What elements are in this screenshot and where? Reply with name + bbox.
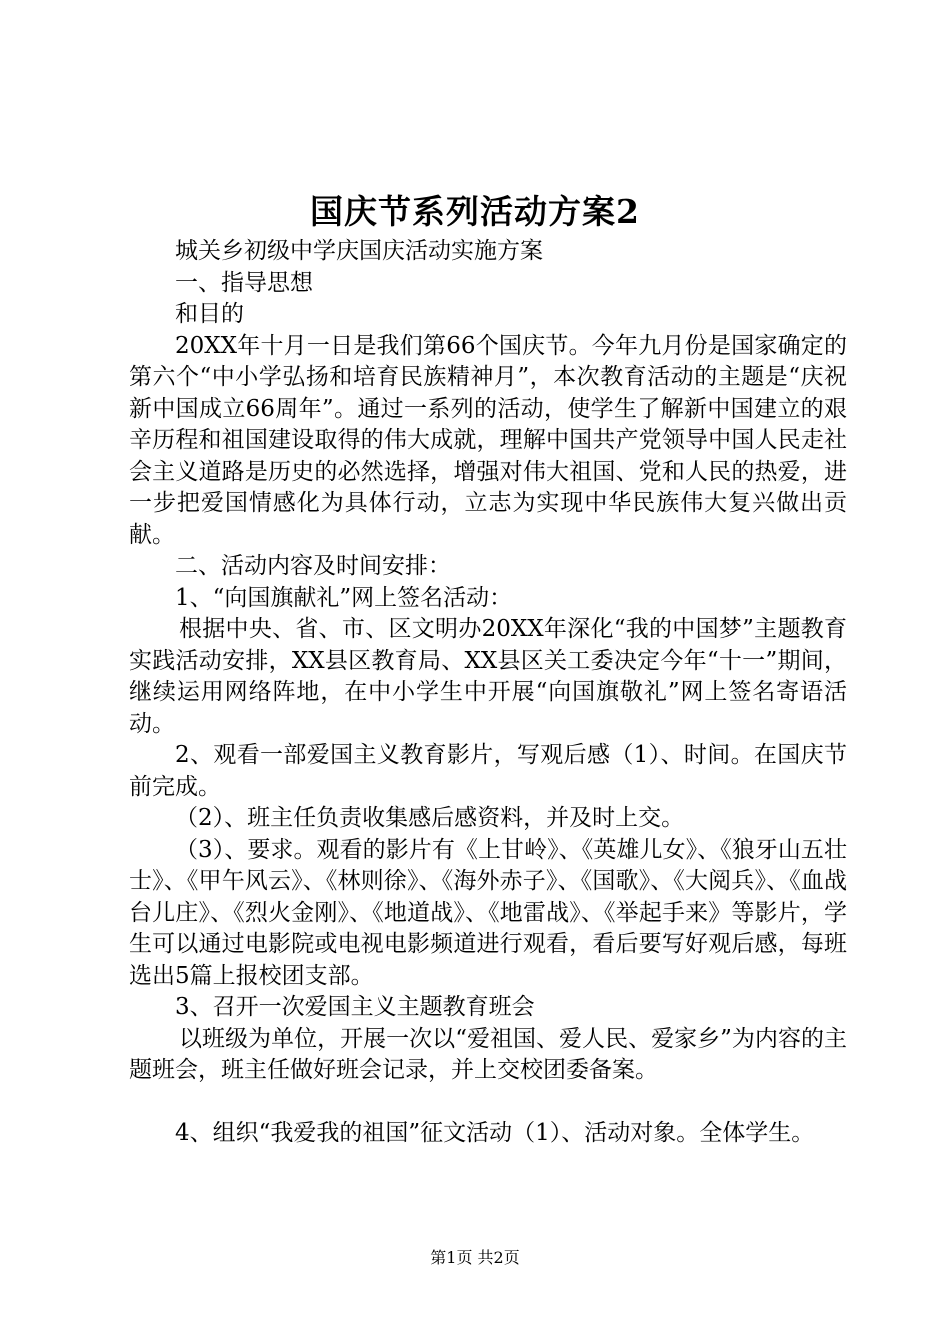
paragraph-item-1: 1、“向国旗献礼”网上签名活动： bbox=[175, 584, 513, 611]
paragraph-school-plan: 城关乡初级中学庆国庆活动实施方案 bbox=[175, 238, 543, 264]
paragraph-item-1-detail: 根据中央、省、市、区文明办20XX年深化“我的中国梦”主题教育实践活动安排，XX县区教育局、XX县区关工委决定今年“十一”期间，继续运用网络阵地，在中小学生中开展“向国旗敬礼”网上签名寄语活动。 bbox=[129, 616, 847, 737]
paragraph-item-4: 4、组织“我爱我的祖国”征文活动（1）、活动对象。全体学生。 bbox=[175, 1120, 815, 1146]
blank-line bbox=[129, 1087, 847, 1119]
paragraph-item-3-detail: 以班级为单位，开展一次以“爱祖国、爱人民、爱家乡”为内容的主题班会，班主任做好班会记录，并上交校团委备案。 bbox=[129, 1025, 847, 1083]
paragraph-heading-purpose: 和目的 bbox=[175, 301, 244, 327]
paragraph-intro: 20XX年十月一日是我们第66个国庆节。今年九月份是国家确定的第六个“中小学弘扬和培育民族精神月”，本次教育活动的主题是“庆祝新中国成立66周年”。通过一系列的活动，使学生了解新中国建立的艰辛历程和祖国建设取得的伟大成就，理解中国共产党领导中国人民走社会主义道路是历史的必然选择，增强对伟大祖国、党和人民的热爱，进一步把爱国情感化为具体行动，立志为实现中华民族伟大复兴做出贡献。 bbox=[129, 332, 847, 548]
paragraph-item-2: 2、观看一部爱国主义教育影片，写观后感（1）、时间。在国庆节前完成。 bbox=[129, 742, 847, 800]
paragraph-heading-guiding: 一、指导思想 bbox=[175, 269, 313, 296]
document-title: 国庆节系列活动方案2 bbox=[310, 192, 640, 231]
paragraph-item-2-sub-3: （3）、要求。观看的影片有《上甘岭》、《英雄儿女》、《狼牙山五壮士》、《甲午风云》、《林则徐》、《海外赤子》、《国歌》、《大阅兵》、《血战台儿庄》、《烈火金刚》、《地道战》、《地雷战》、《举起手来》等影片，学生可以通过电影院或电视电影频道进行观看，看后要写好观后感，每班选出5篇上报校团支部。 bbox=[129, 836, 847, 989]
paragraph-item-3: 3、召开一次爱国主义主题教育班会 bbox=[175, 994, 535, 1020]
paragraph-item-2-sub-2: （2）、班主任负责收集感后感资料，并及时上交。 bbox=[175, 805, 685, 831]
page-footer: 第1页 共2页 bbox=[430, 1248, 520, 1267]
paragraph-heading-content: 二、活动内容及时间安排： bbox=[175, 553, 451, 579]
document-body bbox=[129, 236, 847, 1150]
